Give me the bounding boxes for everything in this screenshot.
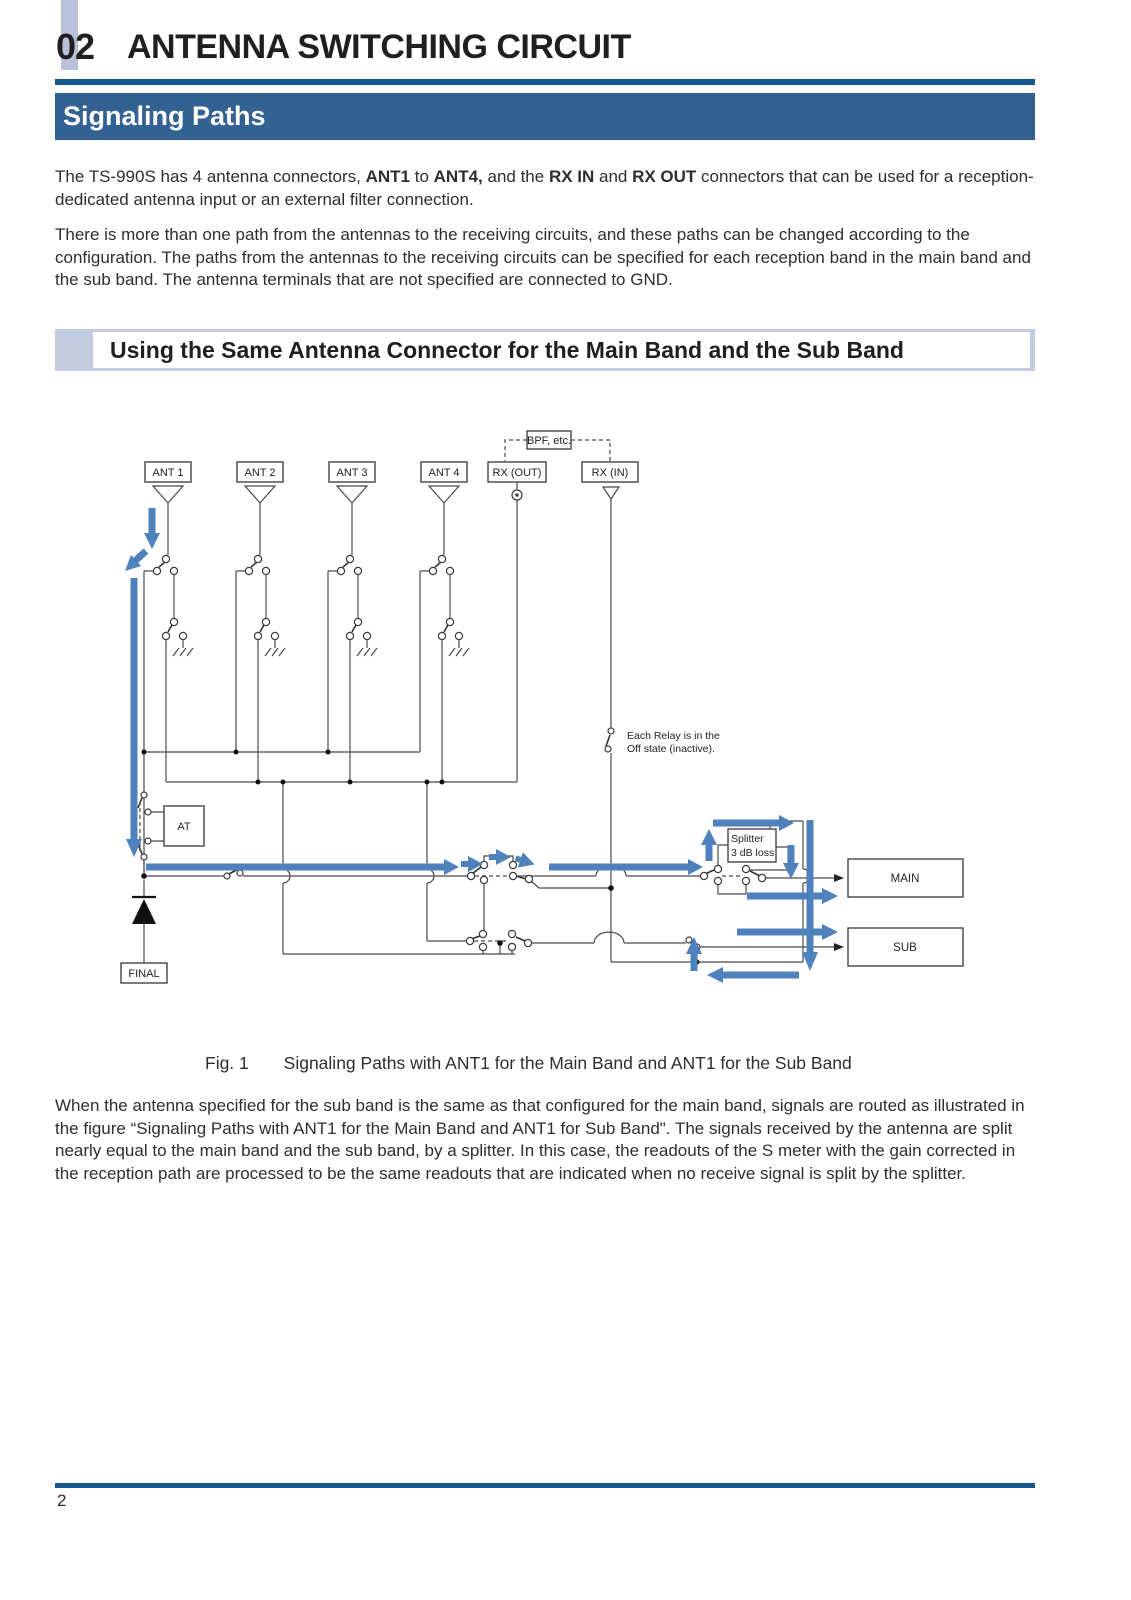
ant4-relay-column — [420, 503, 469, 782]
main-label: MAIN — [890, 873, 920, 885]
circuit-diagram — [0, 420, 1131, 1000]
intro-paragraph-1: The TS-990S has 4 antenna connectors, ANT1 to ANT4, and the RX IN and RX OUT connectors that can be used for a reception-dedicated antenna input or an external filter connection. — [55, 167, 1034, 209]
diode-icon — [132, 899, 156, 924]
at-label: AT — [177, 821, 191, 833]
final-label: FINAL — [128, 968, 160, 980]
relay-note-line1: Each Relay is in the — [627, 730, 720, 742]
rx-in-label: RX (IN) — [591, 467, 629, 479]
ant2-label: ANT 2 — [244, 467, 276, 479]
ground-icon — [449, 648, 469, 656]
splitter-label-1: Splitter — [731, 833, 764, 845]
antenna-icon — [153, 486, 183, 503]
signal-path-arrows — [125, 508, 838, 983]
antenna-icon — [245, 486, 275, 503]
splitter-label-2: 3 dB loss — [731, 847, 775, 859]
ant2-relay-column — [236, 503, 285, 782]
figure-caption-label: Fig. 1 — [205, 1053, 249, 1073]
ant1-label: ANT 1 — [152, 467, 184, 479]
final-section — [121, 880, 167, 984]
ant4-label: ANT 4 — [428, 467, 460, 479]
sub-input-arrowhead — [834, 943, 844, 951]
antenna-icons — [153, 486, 619, 503]
ant3-relay-column — [328, 503, 377, 782]
page-number: 2 — [57, 1491, 67, 1510]
rx-out-label: RX (OUT) — [492, 467, 542, 479]
title-rule — [55, 79, 1035, 85]
bpf-label: BPF, etc. — [526, 435, 572, 447]
ground-icon — [173, 648, 193, 656]
signal-arrow-chevron-3 — [513, 851, 537, 872]
antenna-icon — [429, 486, 459, 503]
figure-caption — [205, 1053, 852, 1074]
sub-label: SUB — [893, 942, 917, 954]
antenna-icon — [337, 486, 367, 503]
ground-icon — [265, 648, 285, 656]
at-section — [138, 792, 204, 871]
figure-caption-text: Signaling Paths with ANT1 for the Main Band and ANT1 for the Sub Band — [283, 1053, 852, 1073]
relay-note-line2: Off state (inactive). — [627, 743, 715, 755]
main-input-arrowhead — [834, 874, 844, 882]
rx-out-connector-dot — [515, 493, 519, 497]
subsection-heading-box — [93, 332, 1030, 368]
footer-rule — [55, 1483, 1035, 1488]
chapter-number: 02 — [56, 26, 95, 67]
signal-arrow-ant1-diag — [135, 551, 146, 561]
subsection-heading: Using the Same Antenna Connector for the Main Band and the Sub Band — [110, 337, 904, 363]
subsection-heading-band — [55, 329, 1035, 371]
page-title: ANTENNA SWITCHING CIRCUIT — [127, 28, 631, 66]
section-banner-label: Signaling Paths — [63, 101, 266, 131]
body-paragraph: When the antenna specified for the sub band is the same as that configured for the main band, signals are routed as illustrated in the figure “Signaling Paths with ANT1 for the Main Band and ANT1 for Sub Band". The signals received by the antenna are split nearly equal to the main band and the sub band, by a splitter. In this case, the readouts of the S meter with the gain corrected in the reception path are processed to be the same readouts that are indicated when no receive signal is split by the splitter. — [55, 1096, 1025, 1183]
ant3-label: ANT 3 — [336, 467, 368, 479]
ground-icon — [357, 648, 377, 656]
antenna-bus-2 — [166, 500, 517, 782]
intro-paragraph-2: There is more than one path from the antennas to the receiving circuits, and these paths can be changed according to the configuration. The paths from the antennas to the receiving circuits can be specified for each reception band in the main band and the sub band. The antenna terminals that are not specified are connected to GND. — [55, 225, 1031, 289]
rx-in-connector-icon — [603, 487, 619, 499]
section-banner — [55, 93, 1035, 140]
